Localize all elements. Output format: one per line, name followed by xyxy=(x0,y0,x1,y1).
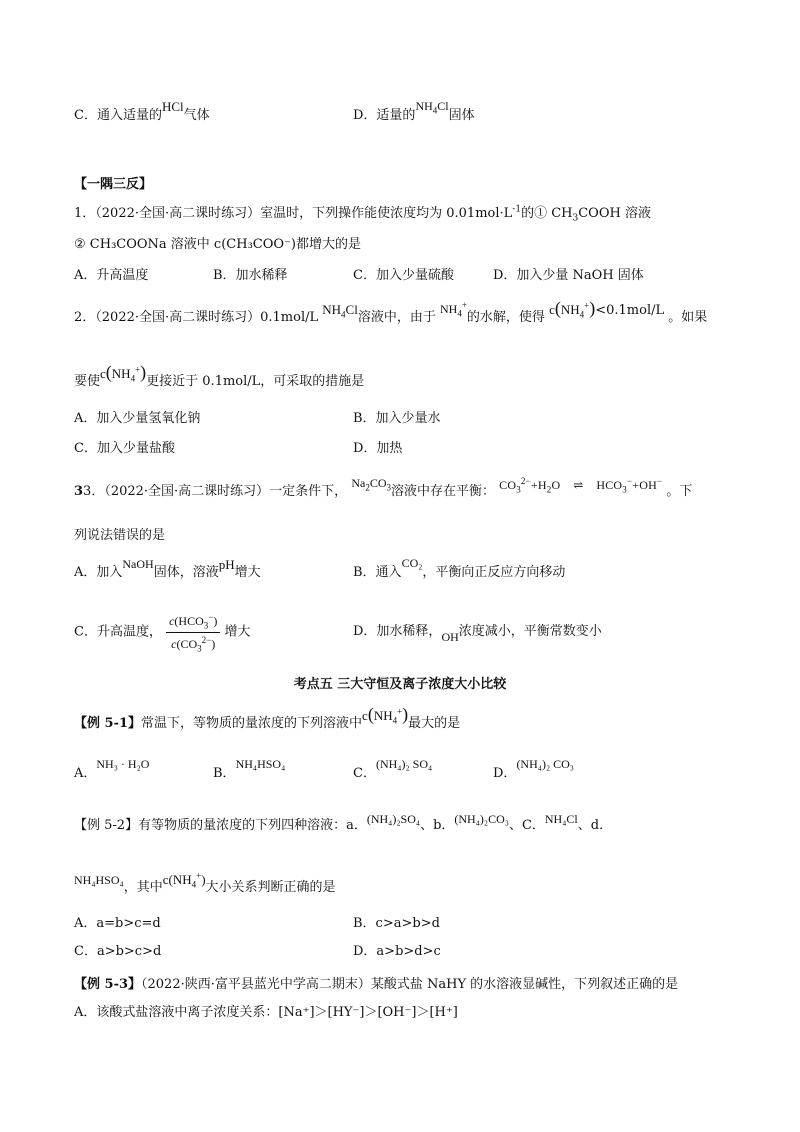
ex51-option-b: B．NH₄HSO₄ xyxy=(213,757,286,781)
q2-option-b: B．加入少量水 xyxy=(353,411,441,426)
q1-line2: ② CH₃COONa 溶液中 c(CH₃COO⁻)都增大的是 xyxy=(74,237,361,252)
q3-option-a: A．加入NaOH固体，溶液pH增大 xyxy=(74,557,261,580)
nh4-concentration: $c(NH_4^+)$ xyxy=(100,362,147,384)
q3-option-c: C．升高温度， $\frac{c(HCO_3^-)}{c(CO_3^{2-})}$ 增大 xyxy=(74,612,251,654)
ex51-option-a: A．NH₃ · H₂O xyxy=(74,757,150,781)
q2-line1: 2．（2022·全国·高二课时练习）0.1mol/L $NH_4Cl$溶液中，由于 $NH_4^+$的水解，使得 $c(NH_4^+)<0.1mol/L$ 。如果 xyxy=(74,298,708,325)
q2-option-d: D．加热 xyxy=(353,441,403,456)
example-5-3: 【例 5-3】（2022·陕西·富平县蓝光中学高二期末）某酸式盐 NaHY 的水溶液显碱性，下列叙述正确的是 xyxy=(74,977,679,992)
q3-option-b: B．通入CO₂，平衡向正反应方向移动 xyxy=(353,556,566,580)
q3-line2: 列说法错误的是 xyxy=(74,528,166,543)
ex52-option-b: B．c>a>b>d xyxy=(353,916,440,931)
q1-option-d: D．加入少量 NaOH 固体 xyxy=(493,268,644,283)
nh4cl-formula: $NH_4Cl$ xyxy=(415,99,449,116)
nh4-concentration: $c(NH_4^+)$ xyxy=(162,870,206,890)
nh4-concentration: $c(NH_4^+)$ xyxy=(362,704,409,726)
q3-line1: 33．（2022·全国·高二课时练习）一定条件下， $Na_2CO_3$溶液中存在平衡： $CO_3^{2-}+H_2O$ ⇌ $HCO_3^-+OH^-$ 。下 xyxy=(74,476,693,499)
ex52-option-c: C．a>b>c>d xyxy=(74,944,162,959)
q3-option-d: D．加水稀释，OH浓度减小，平衡常数变小 xyxy=(353,624,602,644)
q1-option-a: A．升高温度 xyxy=(74,268,149,283)
example-5-1: 【例 5-1】常温下，等物质的量浓度的下列溶液中$c(NH_4^+)$最大的是 xyxy=(74,704,461,731)
prev-option-d: D．适量的$NH_4Cl$固体 xyxy=(353,99,475,123)
section-heading-practice: 【一隅三反】 xyxy=(74,177,153,192)
ex52-option-d: D．a>b>d>c xyxy=(353,944,441,959)
q2-option-a: A．加入少量氢氧化钠 xyxy=(74,411,201,426)
ex52-option-a: A．a=b>c=d xyxy=(74,916,161,931)
equilibrium-equation: $CO_3^{2-}+H_2O$ ⇌ $HCO_3^-+OH^-$ xyxy=(499,476,663,495)
ex53-option-a: A．该酸式盐溶液中离子浓度关系：[Na⁺]＞[HY⁻]＞[OH⁻]＞[H⁺] xyxy=(74,1005,458,1020)
prev-option-c: C．通入适量的HCl气体 xyxy=(74,99,210,123)
example-5-2: 【例 5-2】有等物质的量浓度的下列四种溶液：a．(NH₄)₂SO₄、b．(NH₄)₂CO₃、C．NH₄Cl、d． xyxy=(74,812,613,833)
nh4-concentration: $c(NH_4^+)$ xyxy=(549,298,596,320)
ex51-option-c: C．(NH₄)₂ SO₄ xyxy=(353,757,433,781)
na2co3-formula: $Na_2CO_3$ xyxy=(351,476,391,493)
nh4cl-formula: $NH_4Cl$ xyxy=(322,302,358,320)
q2-line2: 要使$c(NH_4^+)$更接近于 0.1mol/L，可采取的措施是 xyxy=(74,362,365,389)
q2-option-c: C．加入少量盐酸 xyxy=(74,441,175,456)
concentration-ratio-fraction: $\frac{c(HCO_3^-)}{c(CO_3^{2-})}$ xyxy=(166,612,220,653)
nh4-ion: $NH_4^+$ xyxy=(440,300,467,319)
ex51-option-d: D．(NH₄)₂ CO₃ xyxy=(493,757,574,781)
hcl-formula: HCl xyxy=(161,99,184,114)
section-heading-topic5: 考点五 三大守恒及离子浓度大小比较 xyxy=(293,677,507,692)
q1-option-b: B．加水稀释 xyxy=(213,268,288,283)
q1-line1: 1．（2022·全国·高二课时练习）室温时，下列操作能使浓度均为 $0.01mol\cdot L^{-1}$的① $CH_3COOH$ 溶液 xyxy=(74,204,651,224)
example-5-2-line2: NH₄HSO₄，其中$c(NH_4^+)$大小关系判断正确的是 xyxy=(74,870,336,895)
q1-option-c: C．加入少量硫酸 xyxy=(353,268,454,283)
